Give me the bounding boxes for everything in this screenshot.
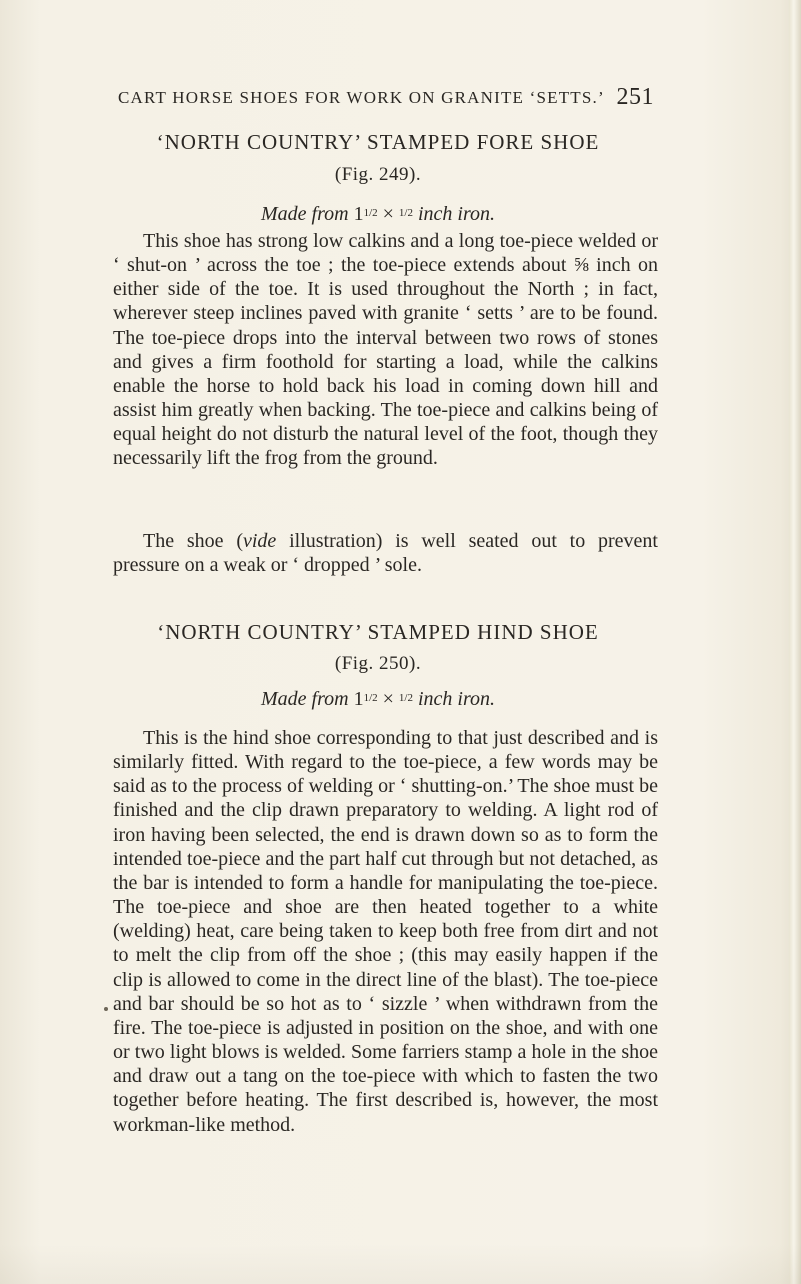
material-spec-fore-shoe	[88, 203, 668, 226]
page-edge	[789, 0, 801, 1284]
figure-reference-249: (Fig. 249).	[334, 164, 422, 185]
material-spec-hind-shoe	[88, 688, 668, 711]
material-spec-times: ×	[377, 203, 399, 225]
material-spec-whole: 1	[353, 203, 364, 225]
running-head-title: CART HORSE SHOES FOR WORK ON GRANITE ‘SETTS.’	[118, 88, 605, 107]
section-heading-fore-shoe: ‘NORTH COUNTRY’ STAMPED FORE SHOE	[156, 130, 600, 154]
section-heading-hind-shoe: ‘NORTH COUNTRY’ STAMPED HIND SHOE	[157, 620, 599, 644]
paragraph-text-2: illustration) is well seated out to prevent pressure on a weak or ‘ dropped ’ sole.	[113, 530, 658, 577]
page-shadow	[0, 1244, 801, 1284]
material-spec-fraction-1: 1/2	[363, 207, 378, 219]
running-head	[118, 84, 654, 110]
material-spec-fraction-1: 1/2	[363, 692, 378, 704]
material-spec-prefix: Made from	[260, 688, 354, 710]
material-spec-fraction-2: 1/2	[398, 207, 413, 219]
paragraph-fore-shoe-description: This shoe has strong low calkins and a long toe-piece welded or ‘ shut-on ’ across the toe ; the toe-piece extends about ⅝ inch on either side of the toe. It is used throughout the North ; in fact, wherever steep inclines paved with granite ‘ setts ’ are to be found. The toe-piece drops into the interval between two rows of stones and gives a firm foothold for starting a load, while the calkins enable the horse to hold back his load in coming down hill and assist him greatly when backing. The toe-piece and calkins being of equal height do not disturb the natural level of the foot, though they necessarily lift the frog from the ground.	[113, 230, 658, 470]
paragraph-fore-shoe-seating	[113, 529, 658, 577]
paragraph-vide: vide	[243, 530, 277, 552]
material-spec-whole: 1	[353, 688, 364, 710]
material-spec-suffix: inch iron.	[412, 203, 495, 225]
material-spec-times: ×	[377, 688, 399, 710]
margin-mark	[104, 1007, 108, 1011]
material-spec-suffix: inch iron.	[412, 688, 495, 710]
paragraph-text-1: The shoe (	[143, 530, 243, 552]
paragraph-hind-shoe-welding: This is the hind shoe corresponding to that just described and is similarly fitted. With regard to the toe-piece, a few words may be said as to the process of welding or ‘ shutting-on.’ The shoe must be finished and the clip drawn preparatory to welding. A light rod of iron having been selected, the end is drawn down so as to form the intended toe-piece and the part half cut through but not detached, as the bar is intended to form a handle for manipulating the toe-piece. The toe-piece and shoe are then heated together to a white (welding) heat, care being taken to keep both free from dirt and not to melt the clip from off the shoe ; (this may easily happen if the clip is allowed to come in the direct line of the blast). The toe-piece and bar should be so hot as to ‘ sizzle ’ when withdrawn from the fire. The toe-piece is adjusted in position on the shoe, and with one or two light blows is welded. Some farriers stamp a hole in the shoe and draw out a tang on the toe-piece with which to fasten the two together before heating. The first described is, however, the most workman-like method.	[113, 727, 658, 1136]
material-spec-prefix: Made from	[260, 203, 354, 225]
material-spec-fraction-2: 1/2	[398, 692, 413, 704]
page-number: 251	[616, 84, 654, 110]
figure-reference-250: (Fig. 250).	[334, 653, 422, 674]
